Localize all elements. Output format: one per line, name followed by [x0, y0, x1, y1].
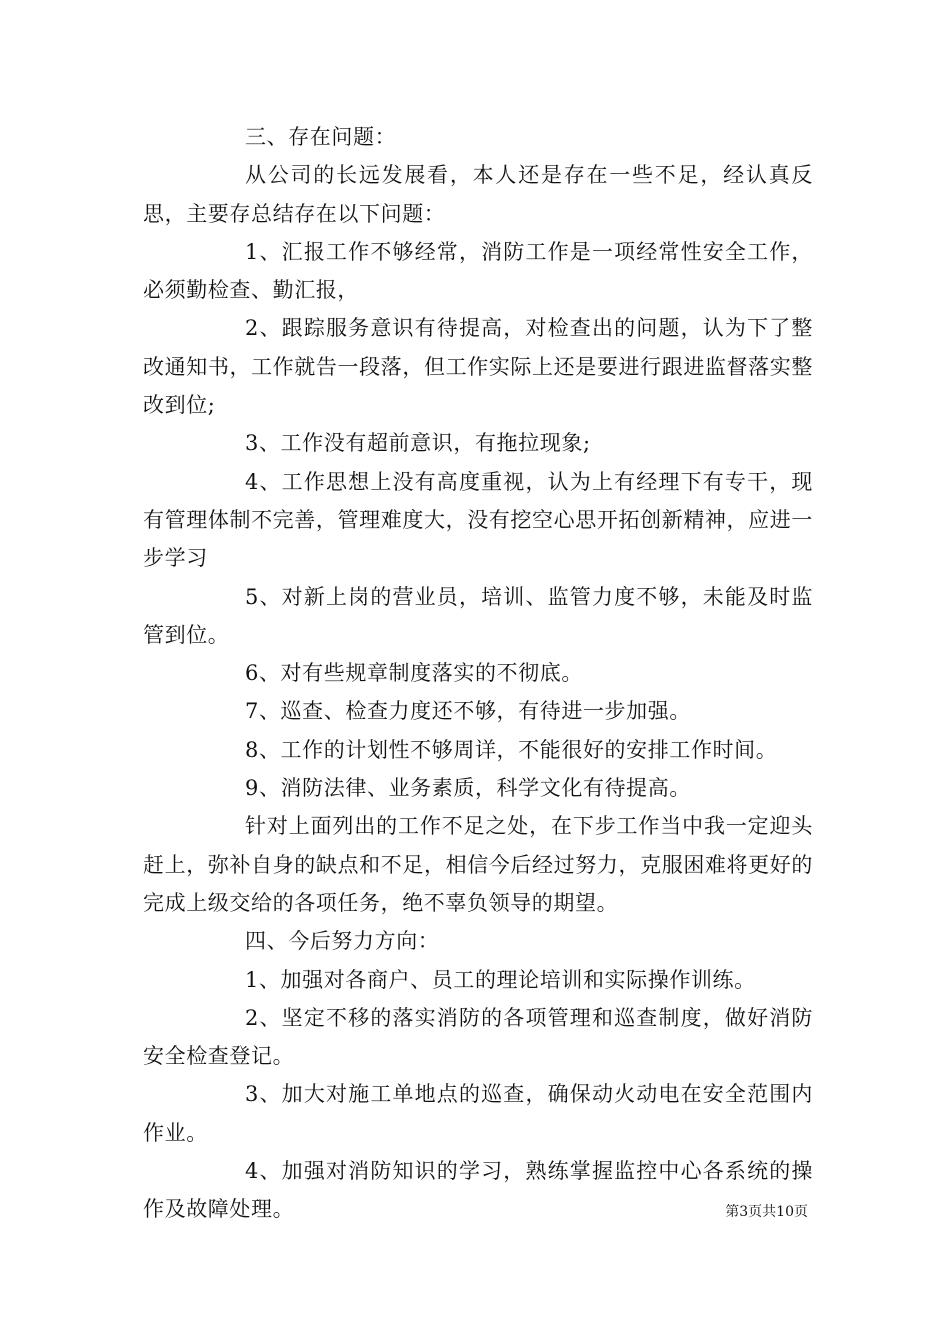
problem-item-8: 8、工作的计划性不够周详，不能很好的安排工作时间。 — [245, 737, 778, 762]
problem-item-6: 6、对有些规章制度落实的不彻底。 — [245, 661, 583, 686]
paragraph-summary: 针对上面列出的工作不足之处，在下步工作当中我一定迎头赶上，弥补自身的缺点和不足，相信今后经过努力，克服困难将更好的完成上级交给的各项任务，绝不辜负领导的期望。 — [143, 814, 813, 915]
problem-item-2: 2、跟踪服务意识有待提高，对检查出的问题，认为下了整改通知书，工作就告一段落，但工作实际上还是要进行跟进监督落实整改到位; — [143, 316, 813, 418]
problem-item-5: 5、对新上岗的营业员，培训、监管力度不够，未能及时监管到位。 — [143, 584, 813, 647]
document-body — [143, 118, 813, 1229]
paragraph-intro: 从公司的长远发展看，本人还是存在一些不足，经认真反思，主要存总结存在以下问题： — [143, 163, 813, 226]
direction-item-3: 3、加大对施工单地点的巡查，确保动火动电在安全范围内作业。 — [143, 1082, 813, 1145]
section-heading-direction: 四、今后努力方向： — [245, 929, 440, 954]
direction-item-4: 4、加强对消防知识的学习，熟练掌握监控中心各系统的操作及故障处理。 — [143, 1159, 813, 1222]
direction-item-1: 1、加强对各商户、员工的理论培训和实际操作训练。 — [245, 967, 756, 992]
problem-item-1: 1、汇报工作不够经常，消防工作是一项经常性安全工作，必须勤检查、勤汇报， — [143, 239, 813, 303]
problem-item-3: 3、工作没有超前意识，有拖拉现象; — [245, 431, 591, 456]
problem-item-9: 9、消防法律、业务素质，科学文化有待提高。 — [245, 776, 691, 801]
problem-item-4: 4、工作思想上没有高度重视，认为上有经理下有专干，现有管理体制不完善，管理难度大，没有挖空心思开拓创新精神，应进一步学习 — [143, 469, 813, 571]
section-heading-problems: 三、存在问题： — [245, 125, 397, 149]
page-number: 第3页共10页 — [725, 1204, 808, 1220]
direction-item-2: 2、坚定不移的落实消防的各项管理和巡查制度，做好消防安全检查登记。 — [143, 1005, 813, 1069]
problem-item-7: 7、巡查、检查力度还不够，有待进一步加强。 — [245, 699, 691, 724]
